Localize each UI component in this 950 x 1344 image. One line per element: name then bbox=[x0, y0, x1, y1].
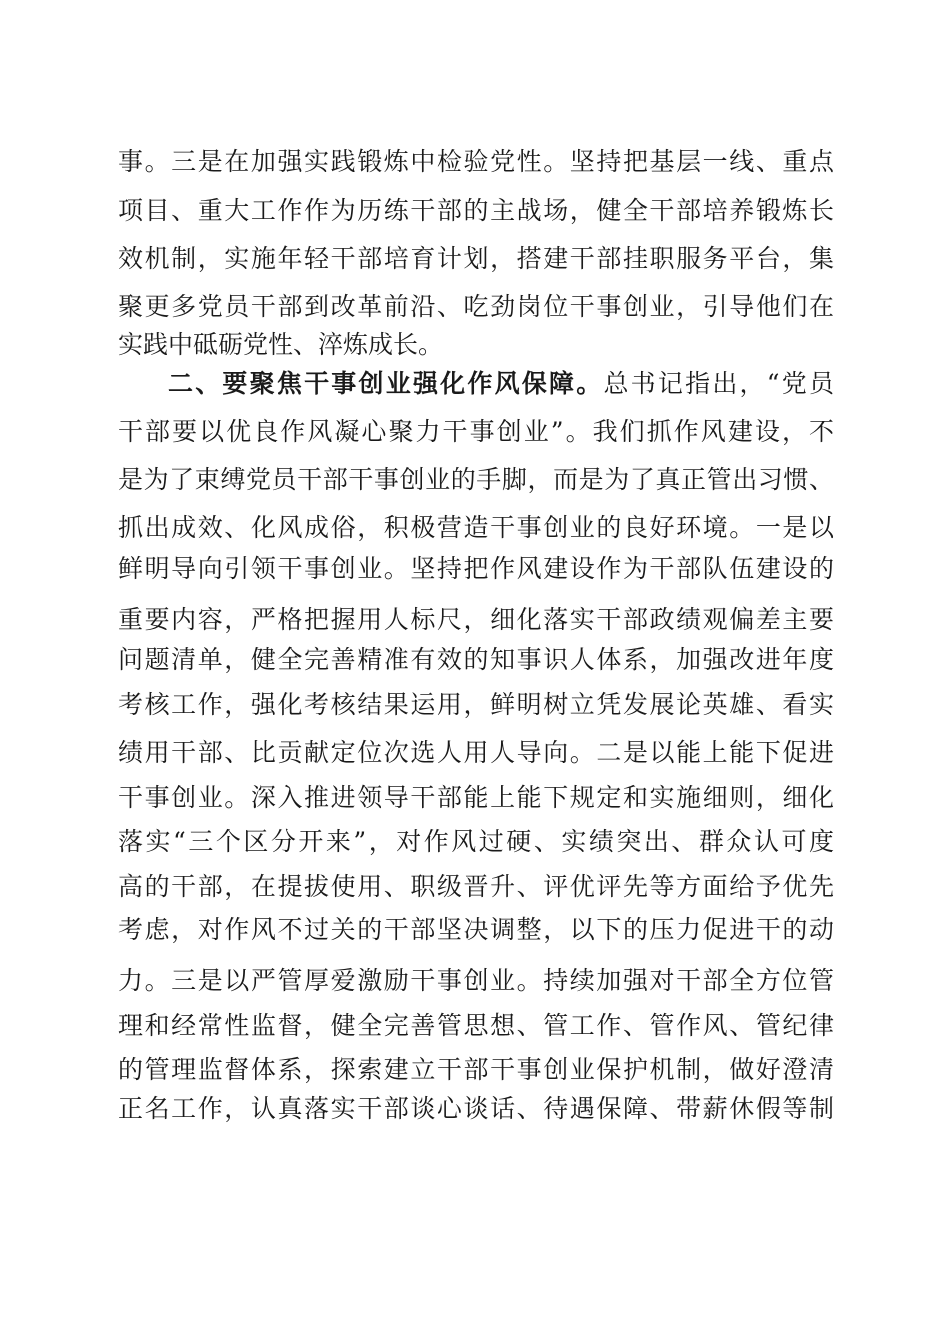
paragraph-line: 是为了束缚党员干部干事创业的手脚，而是为了真正管出习惯、 bbox=[118, 465, 834, 494]
section-heading-rest: 总书记指出，“党员 bbox=[603, 369, 834, 398]
paragraph-line: 抓出成效、化风成俗，积极营造干事创业的良好环境。一是以 bbox=[118, 513, 834, 542]
paragraph-line: 的管理监督体系，探索建立干部干事创业保护机制，做好澄清 bbox=[118, 1055, 834, 1084]
paragraph-line: 事。三是在加强实践锻炼中检验党性。坚持把基层一线、重点 bbox=[118, 147, 834, 176]
paragraph-line: 重要内容，严格把握用人标尺，细化落实干部政绩观偏差主要 bbox=[118, 605, 834, 634]
paragraph-line: 实践中砥砺党性、淬炼成长。 bbox=[118, 330, 444, 359]
paragraph-line: 干部要以优良作风凝心聚力干事创业”。我们抓作风建设，不 bbox=[118, 417, 834, 446]
paragraph-line: 效机制，实施年轻干部培育计划，搭建干部挂职服务平台，集 bbox=[118, 244, 834, 273]
paragraph-line: 正名工作，认真落实干部谈心谈话、待遇保障、带薪休假等制 bbox=[118, 1094, 834, 1123]
paragraph-line: 绩用干部、比贡献定位次选人用人导向。二是以能上能下促进 bbox=[118, 738, 834, 767]
paragraph-line: 干事创业。深入推进领导干部能上能下规定和实施细则，细化 bbox=[118, 783, 834, 812]
paragraph-line: 考虑，对作风不过关的干部坚决调整，以下的压力促进干的动 bbox=[118, 915, 834, 944]
section-heading-line bbox=[168, 361, 834, 407]
section-heading: 二、要聚焦干事创业强化作风保障。 bbox=[168, 369, 604, 398]
paragraph-line: 高的干部，在提拔使用、职级晋升、评优评先等方面给予优先 bbox=[118, 872, 834, 901]
paragraph-line: 考核工作，强化考核结果运用，鲜明树立凭发展论英雄、看实 bbox=[118, 690, 834, 719]
paragraph-line: 力。三是以严管厚爱激励干事创业。持续加强对干部全方位管 bbox=[118, 966, 834, 995]
paragraph-line: 项目、重大工作作为历练干部的主战场，健全干部培养锻炼长 bbox=[118, 196, 834, 225]
paragraph-line: 鲜明导向引领干事创业。坚持把作风建设作为干部队伍建设的 bbox=[118, 554, 834, 583]
paragraph-line: 聚更多党员干部到改革前沿、吃劲岗位干事创业，引导他们在 bbox=[118, 292, 834, 321]
paragraph-line: 理和经常性监督，健全完善管思想、管工作、管作风、管纪律 bbox=[118, 1011, 834, 1040]
paragraph-line: 问题清单，健全完善精准有效的知事识人体系，加强改进年度 bbox=[118, 645, 834, 674]
paragraph-line: 落实“三个区分开来”，对作风过硬、实绩突出、群众认可度 bbox=[118, 827, 834, 856]
